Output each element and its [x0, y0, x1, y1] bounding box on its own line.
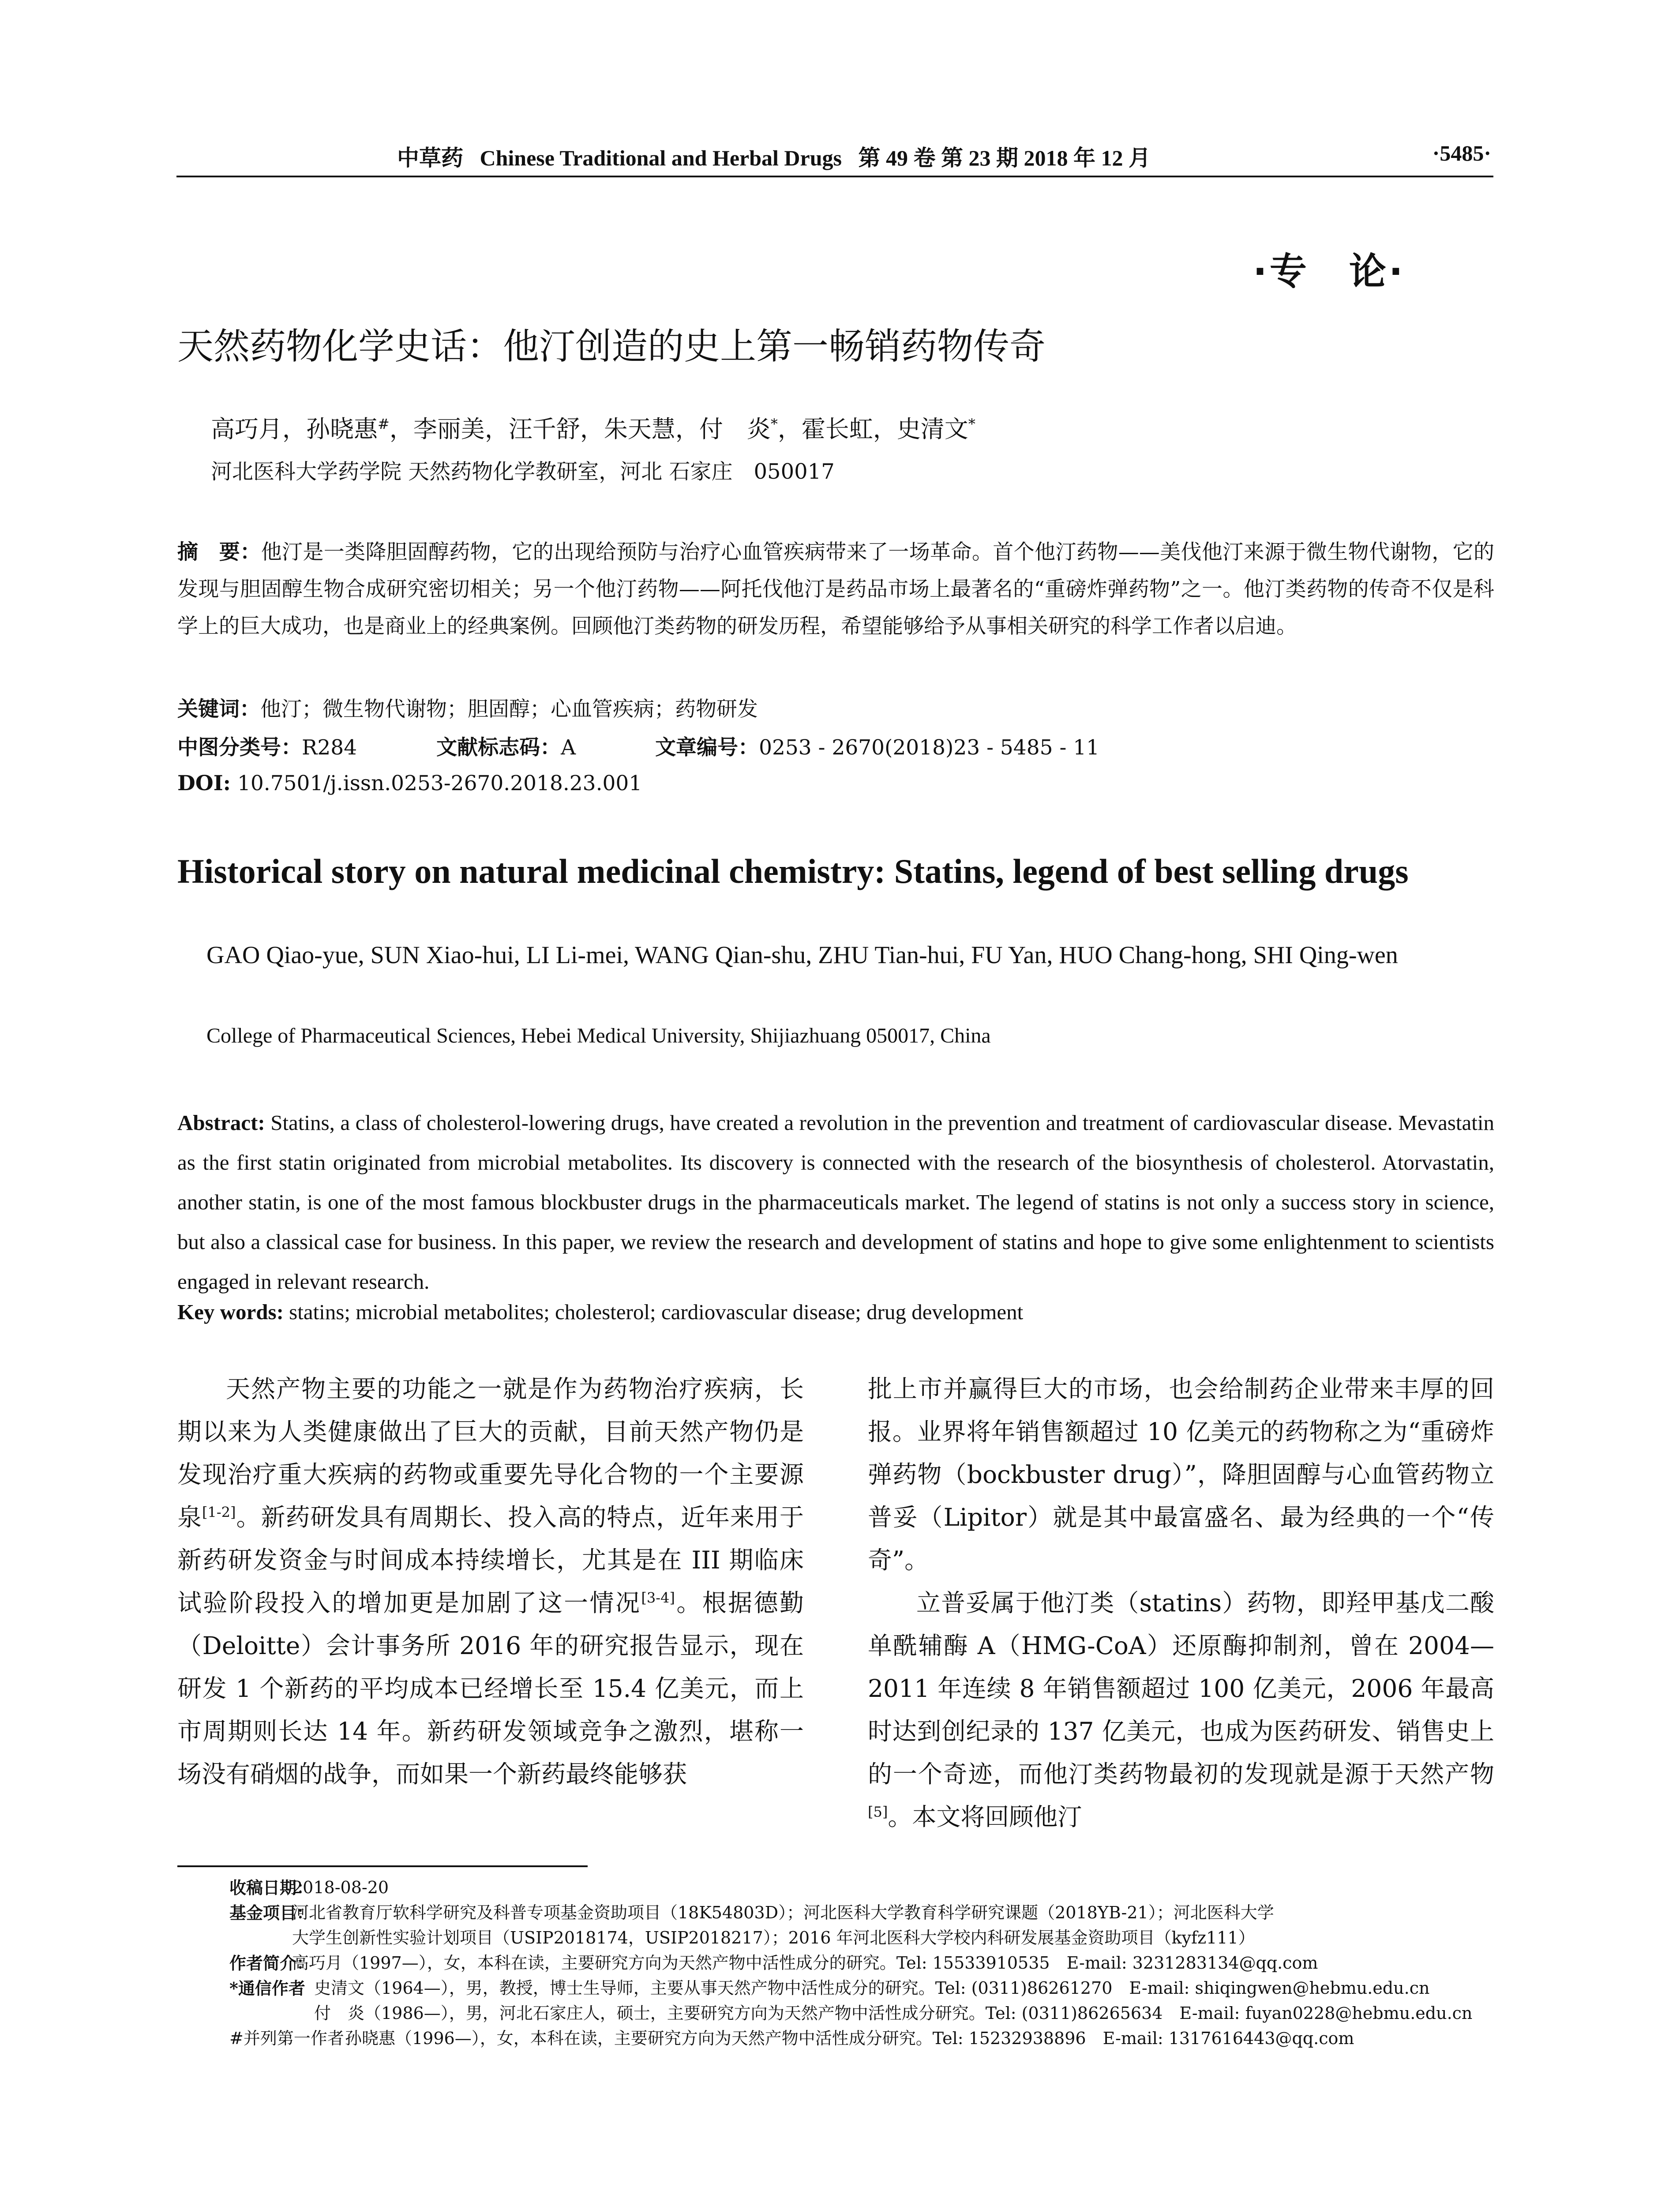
footnote-text: 河北省教育厅软科学研究及科普专项基金资助项目（18K54803D）；河北医科大学教育科学研究课题（2018YB-21）；河北医科大学 — [292, 1903, 1274, 1922]
footnote-fund — [177, 1900, 1494, 1925]
footnotes — [177, 1875, 1494, 2051]
footnote-fund-cont: 大学生创新性实验计划项目（USIP2018174，USIP2018217）；2016 年河北医科大学校内科研发展基金资助项目（kyfz111） — [292, 1928, 1255, 1947]
footnote-text: 孙晓惠（1996—），女，本科在读，主要研究方向为天然产物中活性成分研究。Tel: 15232938896 E-mail: 1317616443@qq.com — [345, 2029, 1354, 2048]
abstract-en-label: Abstract: — [177, 1111, 265, 1135]
abstract-cn-label: 摘 要： — [177, 540, 261, 564]
footnote-text: 史清文（1964—），男，教授，博士生导师，主要从事天然产物中活性成分的研究。Tel: (0311)86261270 E-mail: shiqingwen@hebmu.edu.cn — [314, 1978, 1430, 1998]
body-paragraph — [177, 1368, 804, 1796]
citation[interactable]: [1-2] — [202, 1504, 236, 1521]
author-name: 朱天慧 — [604, 415, 675, 443]
footnote-label: #并列第一作者 — [229, 2029, 344, 2048]
doi-value[interactable]: 10.7501/j.issn.0253-2670.2018.23.001 — [237, 771, 642, 795]
keywords-cn-label: 关键词： — [177, 697, 260, 721]
footnote-label: 收稿日期： — [229, 1878, 314, 1898]
footnote-received — [177, 1875, 1494, 1900]
affiliation-en: College of Pharmaceutical Sciences, Hebei Medical University, Shijiazhuang 050017, China — [206, 1024, 991, 1047]
doc-code-value: A — [561, 735, 576, 760]
author-mark: * — [770, 416, 778, 432]
footnote-label: 基金项目： — [229, 1903, 314, 1923]
keywords-cn — [177, 693, 758, 722]
keywords-en-label: Key words: — [177, 1300, 284, 1324]
author-name: 高巧月 — [211, 415, 282, 443]
doi-label: DOI: — [177, 771, 231, 795]
body-text: 。本文将回顾他汀 — [888, 1803, 1082, 1831]
body-text: 天然产物主要的功能之一就是作为药物治疗疾病，长期以来为人类健康做出了巨大的贡献，目前天然产物仍是发现治疗重大疾病的药物或重要先导化合物的一个主要源泉 — [177, 1375, 804, 1531]
footnote-text: 高巧月（1997—），女，本科在读，主要研究方向为天然产物中活性成分的研究。Tel: 15533910535 E-mail: 3231283134@qq.com — [292, 1953, 1318, 1973]
author-list-cn: 高巧月，孙晓惠#，李丽美，汪千舒，朱天慧，付 炎*，霍长虹，史清文* — [211, 415, 975, 443]
footnote-author — [177, 1951, 1494, 1976]
article-id-value: 0253 - 2670(2018)23 - 5485 - 11 — [759, 735, 1100, 760]
keywords-cn-text: 他汀；微生物代谢物；胆固醇；心血管疾病；药物研发 — [260, 697, 758, 721]
author-list-en: GAO Qiao-yue, SUN Xiao-hui, LI Li-mei, WANG Qian-shu, ZHU Tian-hui, FU Yan, HUO Chang-hong, SHI Qing-wen — [206, 942, 1398, 969]
citation[interactable]: [3-4] — [641, 1589, 675, 1606]
keywords-en — [177, 1299, 1023, 1324]
journal-name-cn: 中草药 — [397, 146, 463, 170]
clc-value: R284 — [302, 735, 357, 760]
author-name: 史清文 — [896, 415, 968, 443]
abstract-cn-text: 他汀是一类降胆固醇药物，它的出现给预防与治疗心血管疾病带来了一场革命。首个他汀药物——美伐他汀来源于微生物代谢物，它的发现与胆固醇生物合成研究密切相关；另一个他汀药物——阿托伐他汀是药品市场上最著名的“重磅炸弹药物”之一。他汀类药物的传奇不仅是科学上的巨大成功，也是商业上的经典案例。回顾他汀类药物的研发历程，希望能够给予从事相关研究的科学工作者以启迪。 — [177, 540, 1495, 638]
classification-line — [177, 731, 1099, 761]
body-text: 。新药研发具有周期长、投入高的特点，近年来用于新药研发资金与时间成本持续增长，尤其是在 III 期临床试验阶段投入的增加更是加剧了这一情况 — [177, 1503, 804, 1617]
abstract-en — [177, 1103, 1494, 1302]
footnote-correspondence-2: 付 炎（1986—），男，河北石家庄人，硕士，主要研究方向为天然产物中活性成分研究。Tel: (0311)86265634 E-mail: fuyan0228@hebmu.edu.cn — [314, 2003, 1473, 2023]
header-rule — [176, 176, 1493, 177]
body-text: 立普妥属于他汀类（statins）药物，即羟甲基戊二酸单酰辅酶 A（HMG-CoA）还原酶抑制剂，曾在 2004—2011 年连续 8 年销售额超过 100 亿美元，2006 年最高时达到创纪录的 137 亿美元，也成为医药研发、销售史上的一个奇迹，而他汀类药物最初的发现就是源于天然产物 — [868, 1589, 1494, 1788]
footnote-label: *通信作者 — [229, 1978, 305, 1998]
abstract-en-text: Statins, a class of cholesterol-lowering drugs, have created a revolution in the prevention and treatment of cardiovascular disease. Mevastatin as the first statin originated from microbial metabolites. Its discovery is connected with the research of the biosynthesis of cholesterol. Atorvastatin, another statin, is one of the most famous blockbuster drugs in the pharmaceuticals market. The legend of statins is not only a success story in science, but also a classical case for business. In this paper, we review the research and development of statins and hope to give some enlightenment to scientists engaged in relevant research. — [177, 1111, 1494, 1294]
footnote-text: 2018-08-20 — [292, 1878, 389, 1897]
affiliation-cn: 河北医科大学药学院 天然药物化学教研室，河北 石家庄 050017 — [211, 459, 835, 484]
article-title-cn: 天然药物化学史话：他汀创造的史上第一畅销药物传奇 — [177, 326, 1046, 368]
author-mark: * — [968, 416, 975, 432]
footnote-label: 作者简介： — [229, 1953, 314, 1973]
body-text: 。根据德勤（Deloitte）会计事务所 2016 年的研究报告显示，现在研发 1 个新药的平均成本已经增长至 15.4 亿美元，而上市周期则长达 14 年。新药研发领域竞争之激烈，堪称一场没有硝烟的战争，而如果一个新药最终能够获 — [177, 1589, 804, 1788]
author-name: 李丽美 — [413, 415, 485, 443]
author-name: 汪千舒 — [508, 415, 580, 443]
journal-name-en: Chinese Traditional and Herbal Drugs — [480, 146, 842, 170]
page-number: ·5485· — [1432, 141, 1491, 165]
article-title-en: Historical story on natural medicinal chemistry: Statins, legend of best selling drugs — [177, 852, 1409, 890]
doc-code-label: 文献标志码： — [436, 735, 561, 760]
running-header — [176, 140, 1491, 171]
author-name: 孙晓惠 — [306, 415, 378, 443]
footnote-rule — [177, 1865, 588, 1867]
body-text: 批上市并赢得巨大的市场，也会给制药企业带来丰厚的回报。业界将年销售额超过 10 亿美元的药物称之为“重磅炸弹药物（bockbuster drug）”，降胆固醇与心血管药物立普妥（Lipitor）就是其中最富盛名、最为经典的一个“传奇”。 — [868, 1375, 1494, 1574]
footnote-cofirst — [177, 2026, 1494, 2051]
body-paragraph — [868, 1582, 1494, 1838]
body-column-left — [177, 1368, 804, 1796]
doi-line — [177, 771, 642, 795]
clc-label: 中图分类号： — [177, 735, 302, 760]
issue-info: 第 49 卷 第 23 期 2018 年 12 月 — [858, 146, 1151, 170]
keywords-en-text: statins; microbial metabolites; cholesterol; cardiovascular disease; drug development — [289, 1300, 1024, 1324]
section-label: ·专 论· — [1253, 250, 1406, 293]
footnote-correspondence — [177, 1976, 1494, 2001]
author-name: 霍长虹 — [801, 415, 873, 443]
abstract-cn — [177, 534, 1494, 645]
article-id-label: 文章编号： — [655, 735, 759, 760]
author-name: 付 炎 — [699, 415, 771, 443]
body-column-right — [868, 1368, 1494, 1838]
running-header-left — [397, 140, 1151, 172]
author-mark: # — [378, 416, 390, 432]
citation[interactable]: [5] — [868, 1803, 888, 1820]
body-paragraph — [868, 1368, 1494, 1582]
